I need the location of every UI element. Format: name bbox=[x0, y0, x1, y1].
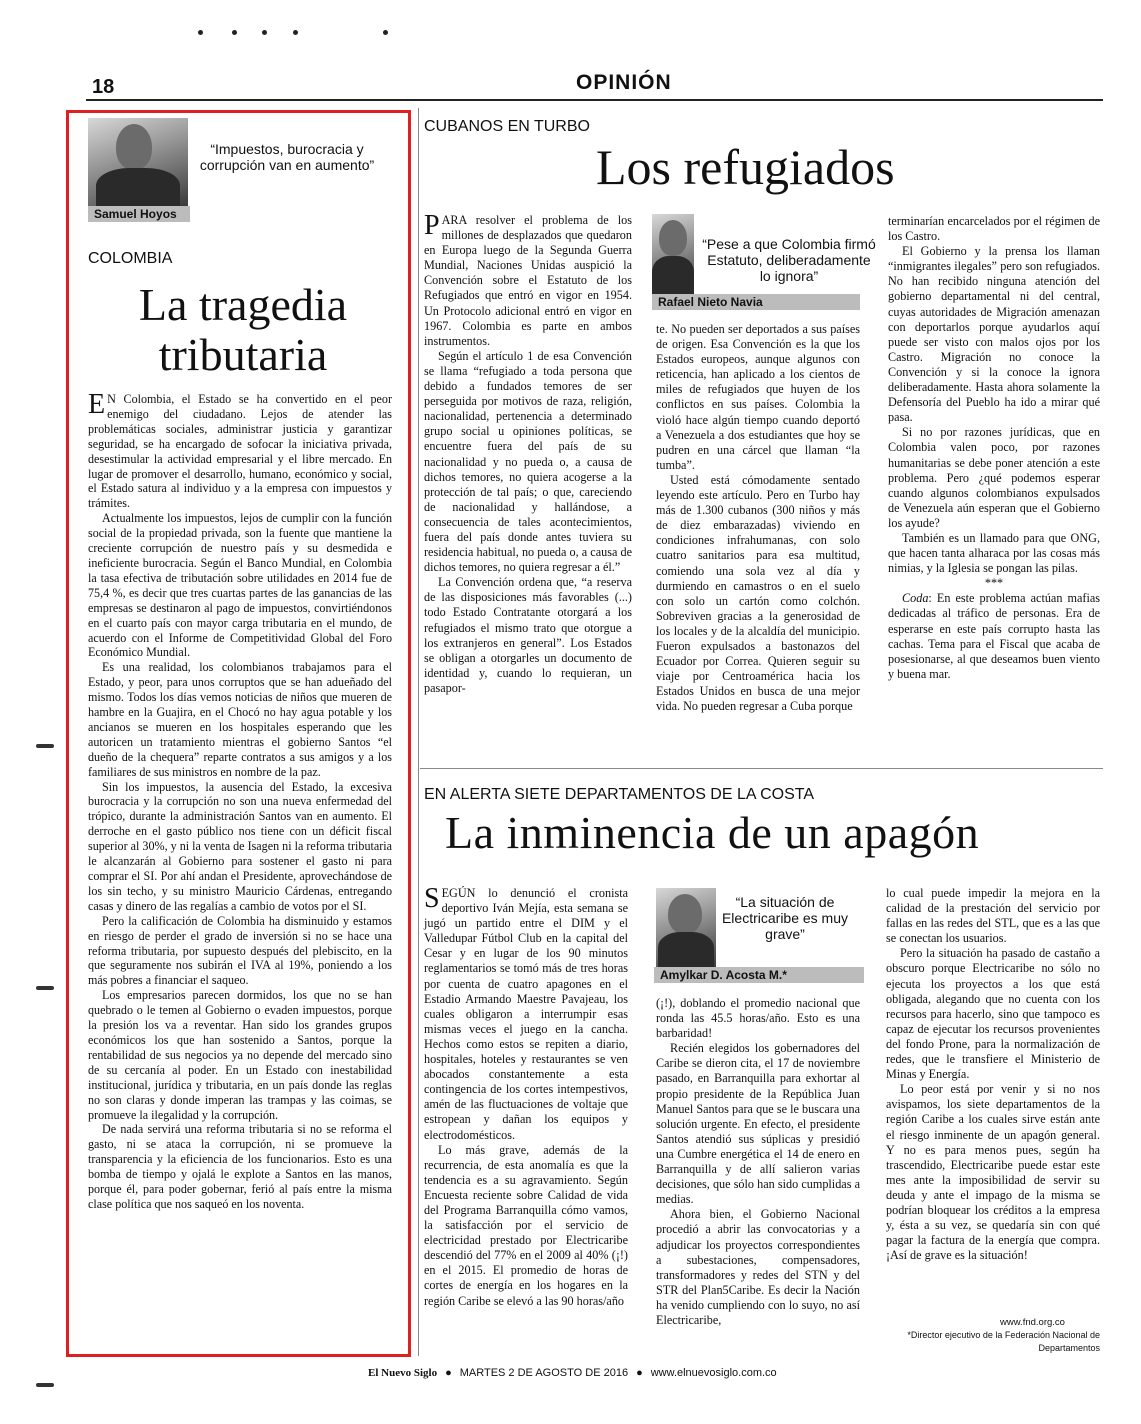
bullet-icon: ● bbox=[636, 1367, 643, 1379]
paragraph: Si no por razones jurídicas, que en Colombia valen poco, por razones humanitarias se debe poner atención a este problema. Pero ¿qué podemos esperar cuando algunos colombianos expulsados de Venezuela aún esperan que el Gobierno los ayude? bbox=[888, 425, 1100, 530]
article-column bbox=[888, 214, 1100, 682]
margin-mark bbox=[36, 986, 54, 990]
scan-dot bbox=[232, 30, 237, 35]
article-column bbox=[886, 886, 1100, 1263]
paragraph: Usted está cómodamente sentado leyendo este artículo. Pero en Turbo hay más de 1.300 cubanos (300 niños y más de diez embarazadas) viviendo en condiciones infrahumanas, con solo cuatro sanitarios para esa multitud, comiendo una sola vez al día y durmiendo en camastros o en el suelo con solo un cartón como colchón. Sobreviven gracias a la generosidad de los locales y de la alcaldía del municipio. Fueron expulsados a bastonazos del Ecuador por Correa. Quieren seguir su viaje por Centroamérica hacia los Estados Unidos en busca de una mejor vida. No pueden regresar a Cuba porque bbox=[656, 472, 860, 714]
paragraph: : En este problema actúan mafias dedicadas al tráfico de personas. Era de esperarse en este país corrupto hasta las cachas. Tema para el Fiscal que acaba de posesionarse, al que deseamos buen viento y buena mar. bbox=[888, 591, 1100, 681]
column-divider bbox=[418, 108, 419, 1356]
article-kicker: CUBANOS EN TURBO bbox=[424, 118, 590, 135]
author-name: Rafael Nieto Navia bbox=[652, 294, 860, 310]
paragraph: N Colombia, el Estado se ha convertido en el peor enemigo del ciudadano. Lejos de atender las problemáticas sociales, administrar justicia y garantizar seguridad, se ha encargado de sofocar la iniciativa privada, desestimular la actividad empresarial y el libre mercado. En lugar de promover el desarrollo, humano, económico y social, el Estado satura al individuo y a la empresa con impuestos y trámites. bbox=[88, 392, 392, 511]
paragraph: Pero la situación ha pasado de castaño a obscuro porque Electricaribe no sólo no ejecuta los proyectos a los que está obligada, alegando que no cuenta con los recursos para hacerlo, sino que tampoco es capaz de ejecutar los recursos provenientes del fondo Prone, para la normalización de redes, que le transfiere el Ministerio de Minas y Energía. bbox=[886, 946, 1100, 1082]
article-divider bbox=[420, 768, 1103, 769]
newspaper-brand: El Nuevo Siglo bbox=[368, 1367, 438, 1379]
paragraph: ARA resolver el problema de los millones de desplazados que quedaron en Europa luego de la Segunda Guerra Mundial, Naciones Unidas auspició la Convención sobre el Estatuto de los Refugiados que entró en vigor en 1954. Un Protocolo adicional entró en vigor en 1967. Colombia es parte en ambos instrumentos. bbox=[424, 213, 632, 348]
article-kicker: COLOMBIA bbox=[88, 250, 173, 267]
drop-cap: E bbox=[88, 389, 106, 420]
issue-date: MARTES 2 DE AGOSTO DE 2016 bbox=[459, 1367, 629, 1379]
headline-line: La tragedia bbox=[138, 279, 348, 330]
author-photo-hoyos bbox=[88, 118, 188, 206]
website: www.elnuevosiglo.com.co bbox=[650, 1367, 777, 1379]
paragraph: Los empresarios parecen dormidos, los que no se han quebrado o le temen al Gobierno o evaden impuestos, porque la presión los va a reventar. Han sido los grandes grupos económicos los que han sostenido a Santos, porque la rentabilidad de sus negocios ya no depende del mercado sino de su cercanía al poder. En un Estado con inestabilidad institucional, jurídica y tributaria, en un país donde las reglas no son claras y donde imperan las trampas y las coimas, se promueve la ilegalidad y la corrupción. bbox=[88, 988, 392, 1122]
bullet-icon: ● bbox=[445, 1367, 452, 1379]
author-photo-acosta bbox=[656, 888, 716, 968]
paragraph: (¡!), doblando el promedio nacional que ronda las 45.5 horas/año. Esto es una barbaridad! bbox=[656, 996, 860, 1041]
paragraph: Actualmente los impuestos, lejos de cumplir con la función social de la propiedad privada, son la fuente que mantiene la creciente corrupción de nuestro país y su desmedida e ineficiente burocracia. Según el Banco Mundial, en Colombia la tasa efectiva de tributación sobre utilidades en 2014 fue de 75,4 %, es decir que tres cuartas partes de las ganancias de las empresas se destinaron al pago de impuestos, convirtiéndonos en el cuarto país con mayor carga tributaria en el mundo, de acuerdo con el Informe de Competitividad Global del Foro Económico Mundial. bbox=[88, 511, 392, 660]
drop-cap: P bbox=[424, 210, 440, 241]
footnote: *Director ejecutivo de la Federación Nacional de Departamentos bbox=[907, 1330, 1100, 1353]
article-body bbox=[88, 389, 392, 1212]
scan-dot bbox=[262, 30, 267, 35]
article-column bbox=[424, 210, 632, 696]
pull-quote: “La situación de Electricaribe es muy grave” bbox=[721, 894, 849, 942]
paragraph: Recién elegidos los gobernadores del Caribe se dieron cita, el 17 de noviembre pasado, en Barranquilla para exhortar al propio presidente de la República Juan Manuel Santos para que se le buscara una solución urgente. En efecto, el presidente Santos atendió sus súplicas y presidió una Cumbre energética el 14 de enero en Barranquilla y de allí salieron varias decisiones, que sólo han sido cumplidas a medias. bbox=[656, 1041, 860, 1207]
pull-quote: “Pese a que Colombia firmó Estatuto, deliberadamente lo ignora” bbox=[702, 236, 876, 284]
article-headline: La inminencia de un apagón bbox=[445, 807, 980, 858]
author-photo-nieto bbox=[652, 214, 694, 294]
paragraph: EGÚN lo denunció el cronista deportivo Iván Mejía, esta semana se jugó un partido entre el DIM y el Valledupar Fútbol Club en la capital del Cesar y en lugar de los 90 minutos reglamentarios se tomó más de tres horas por cuenta de cuatro apagones en el Estadio Armando Maestre Pavajeau, los cuales obligaron a interrumpir esas mismas veces el juego en la cancha. Hechos como estos se repiten a diario, hospitales, hoteles y restaurantes se ven abocados constantemente a esta contingencia de los cortes intempestivos, amén de las fluctuaciones de voltaje que estropean y dañan los equipos y electrodomésticos. bbox=[424, 886, 628, 1142]
separator: *** bbox=[984, 576, 1004, 591]
article-column bbox=[656, 322, 860, 714]
author-name: Samuel Hoyos bbox=[88, 206, 190, 222]
paragraph: Según el artículo 1 de esa Convención se llama “refugiado a toda persona que debido a fundados temores de ser perseguida por motivos de raza, religión, nacionalidad, pertenencia a determinado grupo social u opiniones políticas, se encuentre fuera del país de su nacionalidad y no pueda o, a causa de dichos temores, no quiera acogerse a la protección de tal país; o que, careciendo de nacionalidad y hallándose, a consecuencia de tales acontecimientos, fuera del país donde antes tuviera su residencia habitual, no pueda o, a causa de dichos temores, no quiera regresar a él.” bbox=[424, 348, 632, 575]
paragraph: lo cual puede impedir la mejora en la calidad de la prestación del servicio por fallas en las redes del STL, que es a las que se conectan los usuarios. bbox=[886, 886, 1100, 946]
article-headline: Los refugiados bbox=[596, 139, 895, 195]
header-rule bbox=[86, 99, 1103, 101]
paragraph: Es una realidad, los colombianos trabajamos para el Estado, y peor, para unos corruptos que se han adueñado del mismo. Todos los días vemos noticias de niños que mueren de hambre en la Guajira, en el Chocó no hay agua potable y los ancianos se mueren en los hospitales esperando que les autoricen un tratamiento mientras el gobierno Santos “el dueño de la chequera” reparte contratos a sus amigos y a los familiares de sus ministros en nombre de la paz. bbox=[88, 660, 392, 779]
scan-dot bbox=[383, 30, 388, 35]
paragraph: De nada servirá una reforma tributaria si no se reforma el gasto, ni se ataca la corrupción, ni se promueve la transparencia y la eficiencia de los funcionarios. Esto es una bomba de tiempo y ojalá le explote a Santos en las manos, porque él, para poder gobernar, ferió al país entre la misma clase política que nos saqueó en los noventa. bbox=[88, 1122, 392, 1211]
author-website: www.fnd.org.co bbox=[1000, 1317, 1065, 1328]
drop-cap: S bbox=[424, 883, 440, 914]
paragraph: La Convención ordena que, “a reserva de las disposiciones más favorables (...) todo Estado Contratante otorgará a los refugiados el mismo trato que otorgue a los extranjeros en general”. Los Estados se obligan a otorgarles un documento de identidad y, cuando lo requieran, un pasapor- bbox=[424, 575, 632, 695]
headline-line: tributaria bbox=[158, 329, 328, 380]
margin-mark bbox=[36, 744, 54, 748]
article-kicker: EN ALERTA SIETE DEPARTAMENTOS DE LA COSTA bbox=[424, 786, 815, 803]
article-column bbox=[656, 996, 860, 1328]
pull-quote: “Impuestos, burocracia y corrupción van en aumento” bbox=[199, 141, 375, 173]
page-number: 18 bbox=[92, 76, 115, 98]
paragraph: Lo más grave, además de la recurrencia, de esta anomalía es que la tendencia es a su agravamiento. Según Encuesta reciente sobre Calidad de vida del Programa Barranquilla cómo vamos, la satisfacción por el servicio de electricidad prestado por Electricaribe descendió del 77% en el 2009 al 40% (¡!) en el 2015. El promedio de horas de cortes de energía en los hogares en la región Caribe se elevó a las 90 horas/año bbox=[424, 1142, 628, 1308]
scan-dot bbox=[198, 30, 203, 35]
paragraph: También es un llamado para que ONG, que hacen tanta alharaca por las cosas más nimias, y la Iglesia se pongan las pilas. bbox=[888, 530, 1100, 576]
coda-label: Coda bbox=[902, 591, 929, 606]
paragraph: terminarían encarcelados por el régimen de los Castro. bbox=[888, 214, 1100, 244]
paragraph: Sin los impuestos, la ausencia del Estado, la excesiva burocracia y la corrupción no son una nueva enfermedad del trópico, durante la administración Santos van en aumento. El derroche en el gasto público nos tiene con un déficit fiscal superior al 30%, y ni la venta de Isagen ni la reforma tributaria le alcanzarán al Gobierno para sostener el gasto ni para comprar el SI. Por ahí andan el Presidente, aprovechándose de los sin techo, y su ministro Mauricio Cárdenas, entregando casas y dinero de las regalías a cambio de votos por el SI. bbox=[88, 779, 392, 913]
author-name: Amylkar D. Acosta M.* bbox=[654, 967, 864, 983]
margin-mark bbox=[36, 1383, 54, 1387]
paragraph: Ahora bien, el Gobierno Nacional procedió a abrir las convocatorias y a adjudicar los proyectos correspondientes a subestaciones, compensadores, transformadores y redes del STN y del STR del Plan5Caribe. Es decir la Nación ha venido cumpliendo con lo suyo, no así Electricaribe, bbox=[656, 1207, 860, 1327]
paragraph: te. No pueden ser deportados a sus países de origen. Esa Convención es la que los Estados europeos, aunque algunos con reticencia, han aplicado a los cientos de miles de refugiados que huyen de los conflictos en sus países. Colombia la violó hace algún tiempo cuando deportó a Venezuela a dos estudiantes que hoy se pudren en una cárcel que llaman “la tumba”. bbox=[656, 322, 860, 472]
paragraph: Pero la calificación de Colombia ha disminuido y estamos en riesgo de perder el grado de inversión si no se hace una reforma tributaria, por supuesto después del plebiscito, en la que seguramente nos subirán el IVA al 19%, poniendo a los más pobres a financiar el saqueo. bbox=[88, 913, 392, 988]
article-column bbox=[424, 883, 628, 1309]
scan-dot bbox=[293, 30, 298, 35]
paragraph: Lo peor está por venir y si no nos avispamos, los siete departamentos de la región Caribe a los cuales sirve están ante el riesgo inminente de un apagón general. Y no es para menos pues, según ha trascendido, Electricaribe puede estar este mes ante la imposibilidad de servir su deuda y ante el impago de la misma se podrían bloquear los créditos a la empresa y, ésta a su vez, se quedaría sin con qué pagar la factura de la energía que compra. ¡Así de grave es la situación! bbox=[886, 1082, 1100, 1263]
section-title: OPINIÓN bbox=[576, 71, 672, 94]
paragraph: El Gobierno y la prensa los llaman “inmigrantes ilegales” pero son refugiados. No han recibido ninguna atención del gobierno departamental ni del central, cuyas autoridades de Migración amenazan con deportarlos porque ayudarlos aquí puede ser visto con malos ojos por los Castro. Migración no conoce la Convención y si la conoce la ignora deliberadamente. Hasta ahora solamente la Defensoría del Pueblo ha ido a mirar qué pasa. bbox=[888, 244, 1100, 425]
page-footer bbox=[368, 1367, 777, 1379]
article-headline bbox=[84, 280, 402, 380]
